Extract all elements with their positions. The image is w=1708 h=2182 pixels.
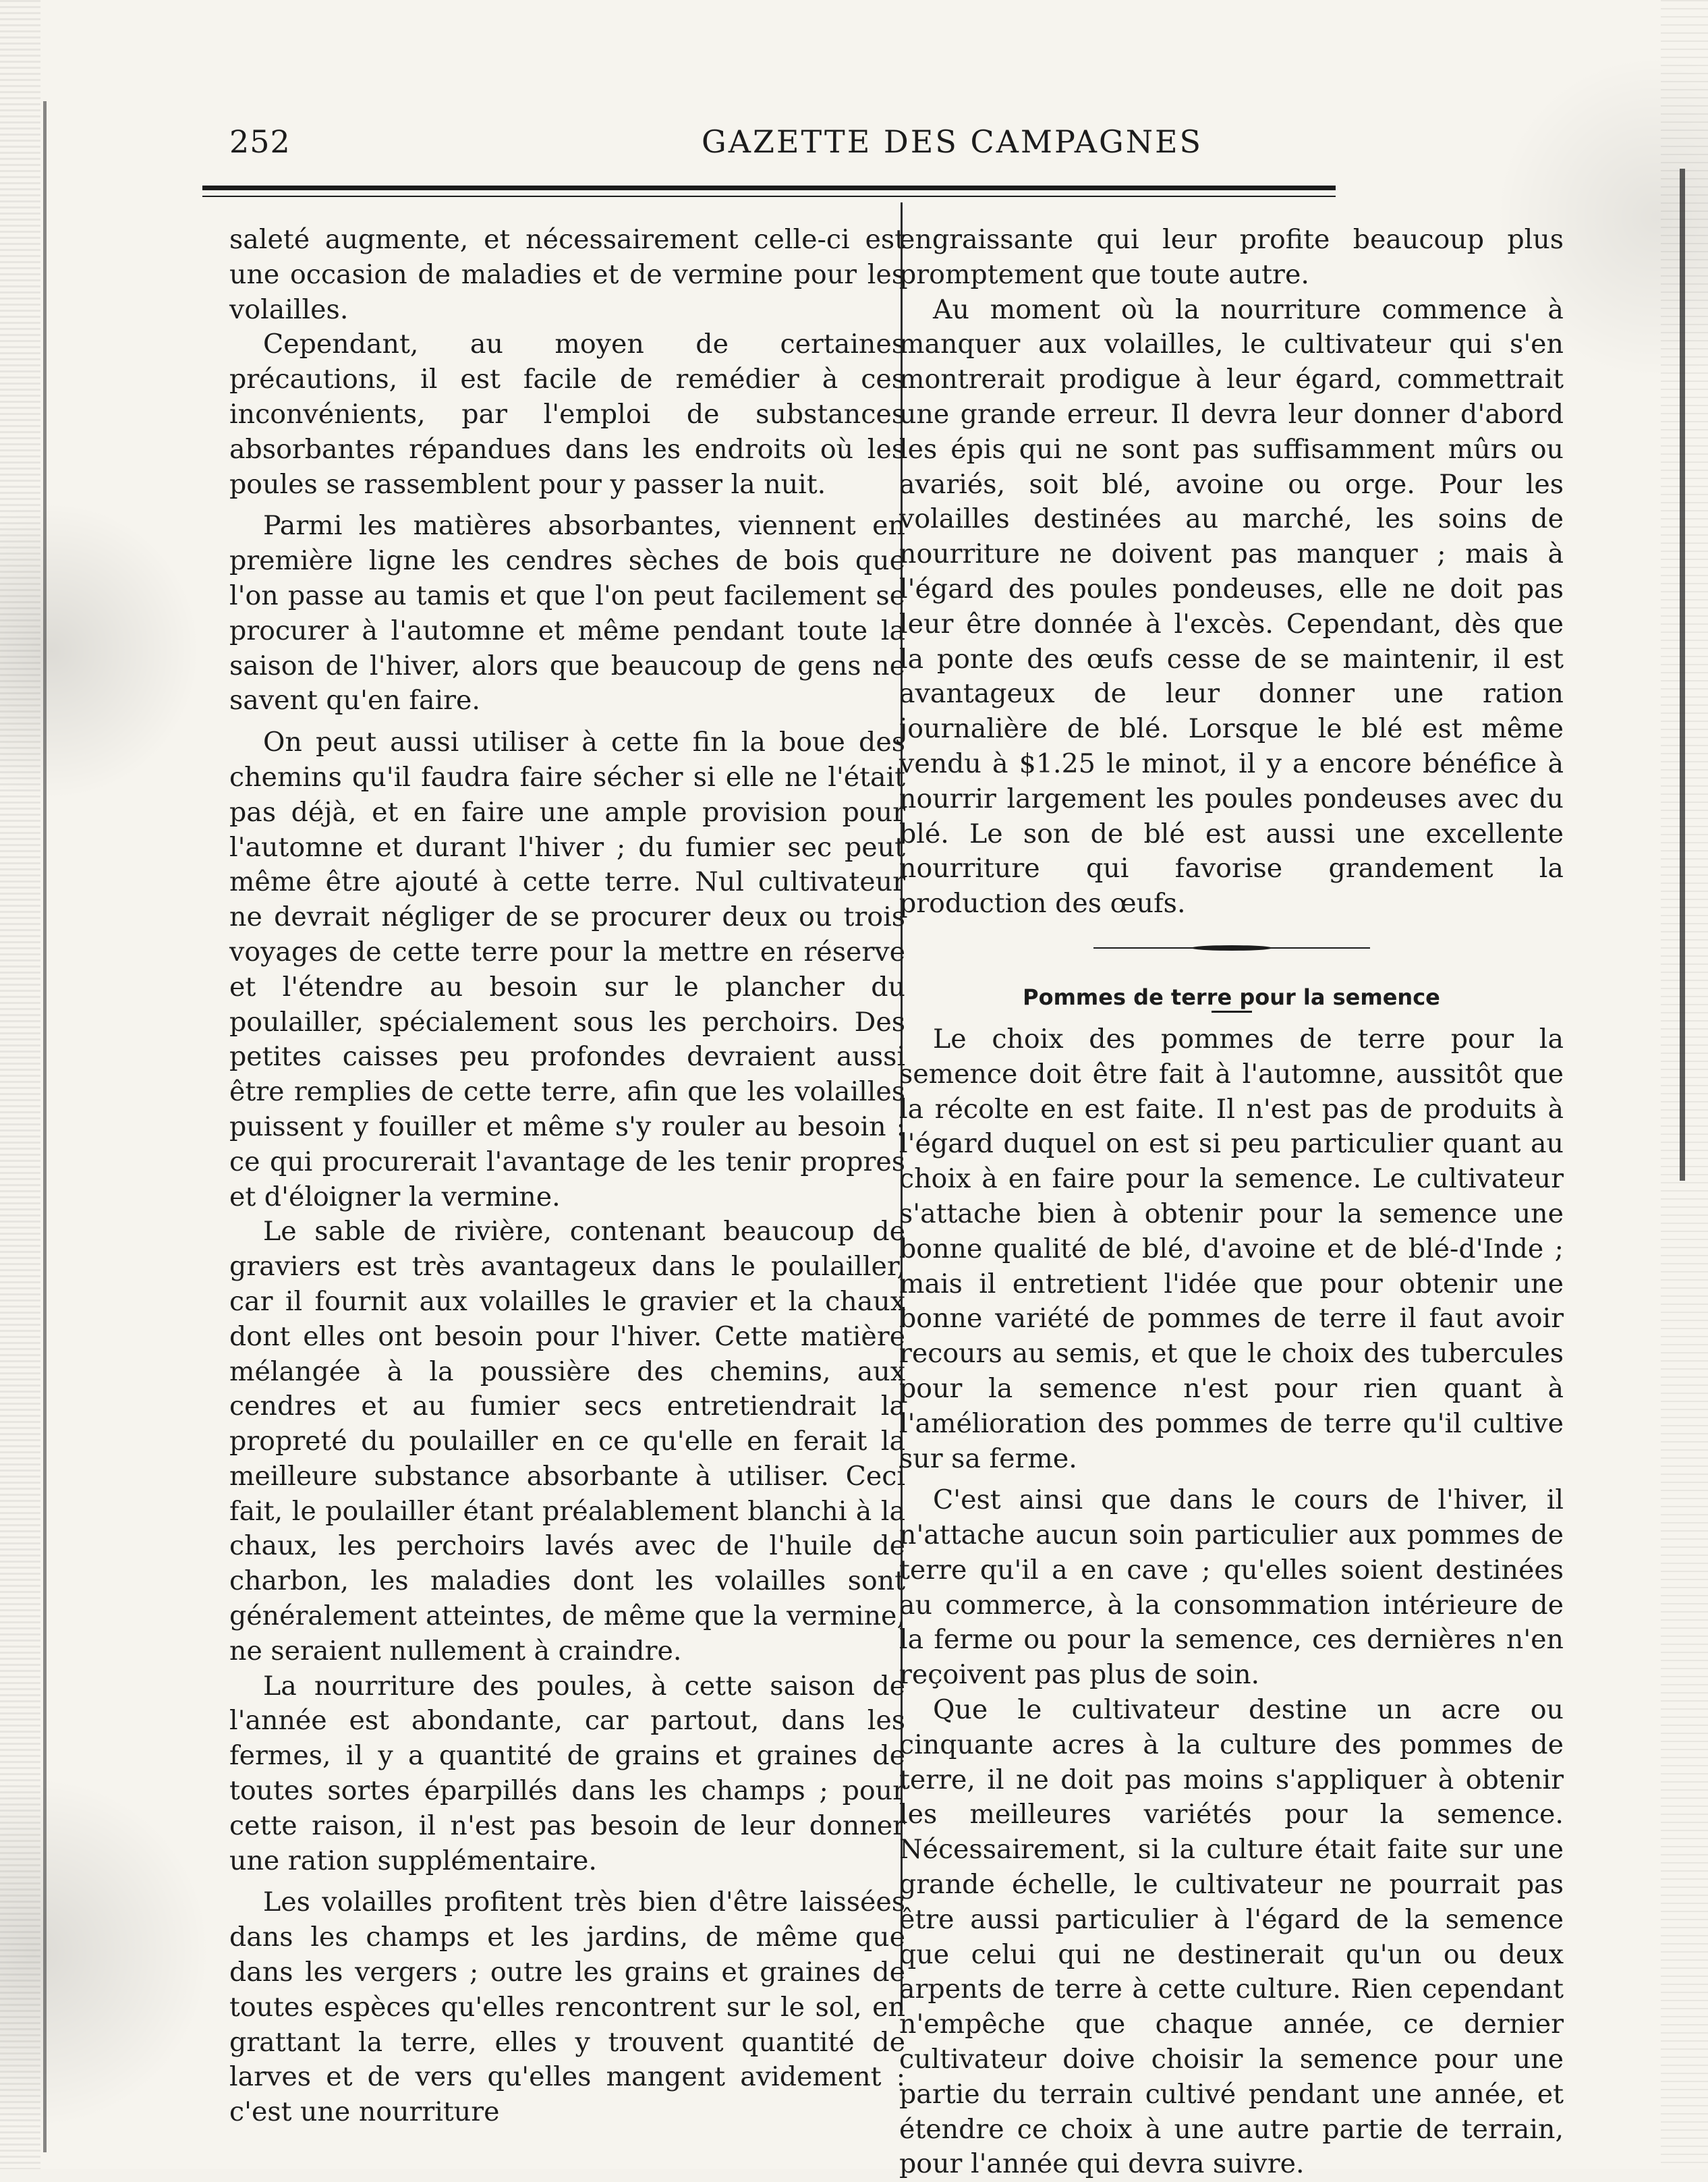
page-header [229,118,1552,172]
page-number: 252 [229,123,291,160]
journal-title: GAZETTE DES CAMPAGNES [702,123,1203,160]
paragraph: La nourriture des poules, à cette saison de l'année est abondante, car partout, dans les fermes, il y a quantité de grains et graines de toutes sortes éparpillés dans les champs ; pour cette raison, il n'est pas besoin de leur donner une ration supplémentaire. [229,1670,905,1876]
left-column [229,223,905,2130]
scan-right-edge-line [1680,169,1685,1181]
paragraph: Le sable de rivière, contenant beaucoup de graviers est très avantageux dans le poulailler, car il fournit aux volailles le gravier et la chaux dont elles ont besoin pour l'hiver. Cette matière mélangée à la poussière des chemins, aux cendres et au fumier secs entretiendrait la propreté du poulailler en ce qu'elle en ferait la meilleure substance absorbante à utiliser. Ceci fait, le poulailler étant préalablement blanchi à la chaux, les perchoirs lavés avec de l'huile de charbon, les maladies dont les volailles sont généralement atteintes, de même que la vermine, ne seraient nullement à craindre. [229,1216,905,1667]
paragraph: Cependant, au moyen de certaines précautions, il est facile de remédier à ces inconvénients, par l'emploi de substances absorbantes répandues dans les endroits où les poules se rassemblent pour y passer la nuit. [229,329,905,500]
paragraph: Au moment où la nourriture commence à manquer aux volailles, le cultivateur qui s'en montrerait prodigue à leur égard, commettrait une grande erreur. Il devra leur donner d'abord les épis qui ne sont pas suffisamment mûrs ou avariés, soit blé, avoine ou orge. Pour les volailles destinées au marché, les soins de nourriture ne doivent pas manquer ; mais à l'égard des poules pondeuses, elle ne doit pas leur être donnée à l'excès. Cependant, dès que la ponte des œufs cesse de se maintenir, il est avantageux de leur donner une ration journalière de blé. Lorsque le blé est même vendu à $1.25 le minot, il y a encore bénéfice à nourrir largement les poules pondeuses avec du blé. Le son de blé est aussi une excellente nourriture qui favorise grandement la production des œufs. [899,293,1564,920]
scan-left-edge [0,0,40,2169]
paragraph: On peut aussi utiliser à cette fin la boue des chemins qu'il faudra faire sécher si elle ne l'était pas déjà, et en faire une ample provision pour l'automne et durant l'hiver ; du fumier sec peut même être ajouté à cette terre. Nul cultivateur ne devrait négliger de se procurer deux ou trois voyages de cette terre pour la mettre en réserve et l'étendre au besoin sur le plancher du poulailler, spécialement sous les perchoirs. Des petites caisses peu profondes devraient aussi être remplies de cette terre, afin que les volailles puissent y fouiller et même s'y rouler au besoin : ce qui procurerait l'avantage de les tenir propres et d'éloigner la vermine. [229,727,905,1212]
section-ornament [1093,943,1370,953]
paragraph: Le choix des pommes de terre pour la semence doit être fait à l'automne, aussitôt que la récolte en est faite. Il n'est pas de produits à l'égard duquel on est si peu particulier quant au choix à en faire pour la semence. Le cultivateur s'attache bien à obtenir pour la semence une bonne qualité de blé, d'avoine et de blé-d'Inde ; mais il entretient l'idée que pour obtenir une bonne variété de pommes de terre il faut avoir recours au semis, et que le choix des tubercules pour la semence n'est pour rien quant à l'amélioration des pommes de terre qu'il cultive sur sa ferme. [899,1023,1564,1474]
header-rule-thin [202,196,1336,197]
paragraph: C'est ainsi que dans le cours de l'hiver, il n'attache aucun soin particulier aux pommes de terre qu'il a en cave ; qu'elles soient destinées au commerce, à la consommation intérieure de la ferme ou pour la semence, ces dernières n'en reçoivent pas plus de soin. [899,1484,1564,1691]
header-rule-thick [202,186,1336,190]
paragraph: engraissante qui leur profite beaucoup plus promptement que toute autre. [899,224,1564,290]
paragraph: Les volailles profitent très bien d'être laissées dans les champs et les jardins, de même que dans les vergers ; outre les grains et graines de toutes espèces qu'elles rencontrent sur le sol, en grattant la terre, elles y trouvent quantité de larves et de vers qu'elles mangent avidement : c'est une nourriture [229,1886,905,2128]
scan-binding-line [43,101,47,2152]
paragraph: Que le cultivateur destine un acre ou cinquante acres à la culture des pommes de terre, il ne doit pas moins s'appliquer à obtenir les meilleures variétés pour la semence. Nécessairement, si la culture était faite sur une grande échelle, le cultivateur ne pourrait pas être aussi particulier à l'égard de la semence que celui qui ne destinerait qu'un ou deux arpents de terre à cette culture. Rien cependant n'empêche que chaque année, ce dernier cultivateur doive choisir la semence pour une partie du terrain cultivé pendant une année, et étendre ce choix à une autre partie de terrain, pour l'année qui devra suivre. [899,1694,1564,2180]
paragraph: Parmi les matières absorbantes, viennent en première ligne les cendres sèches de bois que l'on passe au tamis et que l'on peut facilement se procurer à l'automne et même pendant toute la saison de l'hiver, alors que beaucoup de gens ne savent qu'en faire. [229,510,905,717]
paragraph: saleté augmente, et nécessairement celle-ci est une occasion de maladies et de vermine pour les volailles. [229,224,905,325]
right-column [899,223,1564,2182]
section-heading: Pommes de terre pour la semence [1023,984,1440,1010]
